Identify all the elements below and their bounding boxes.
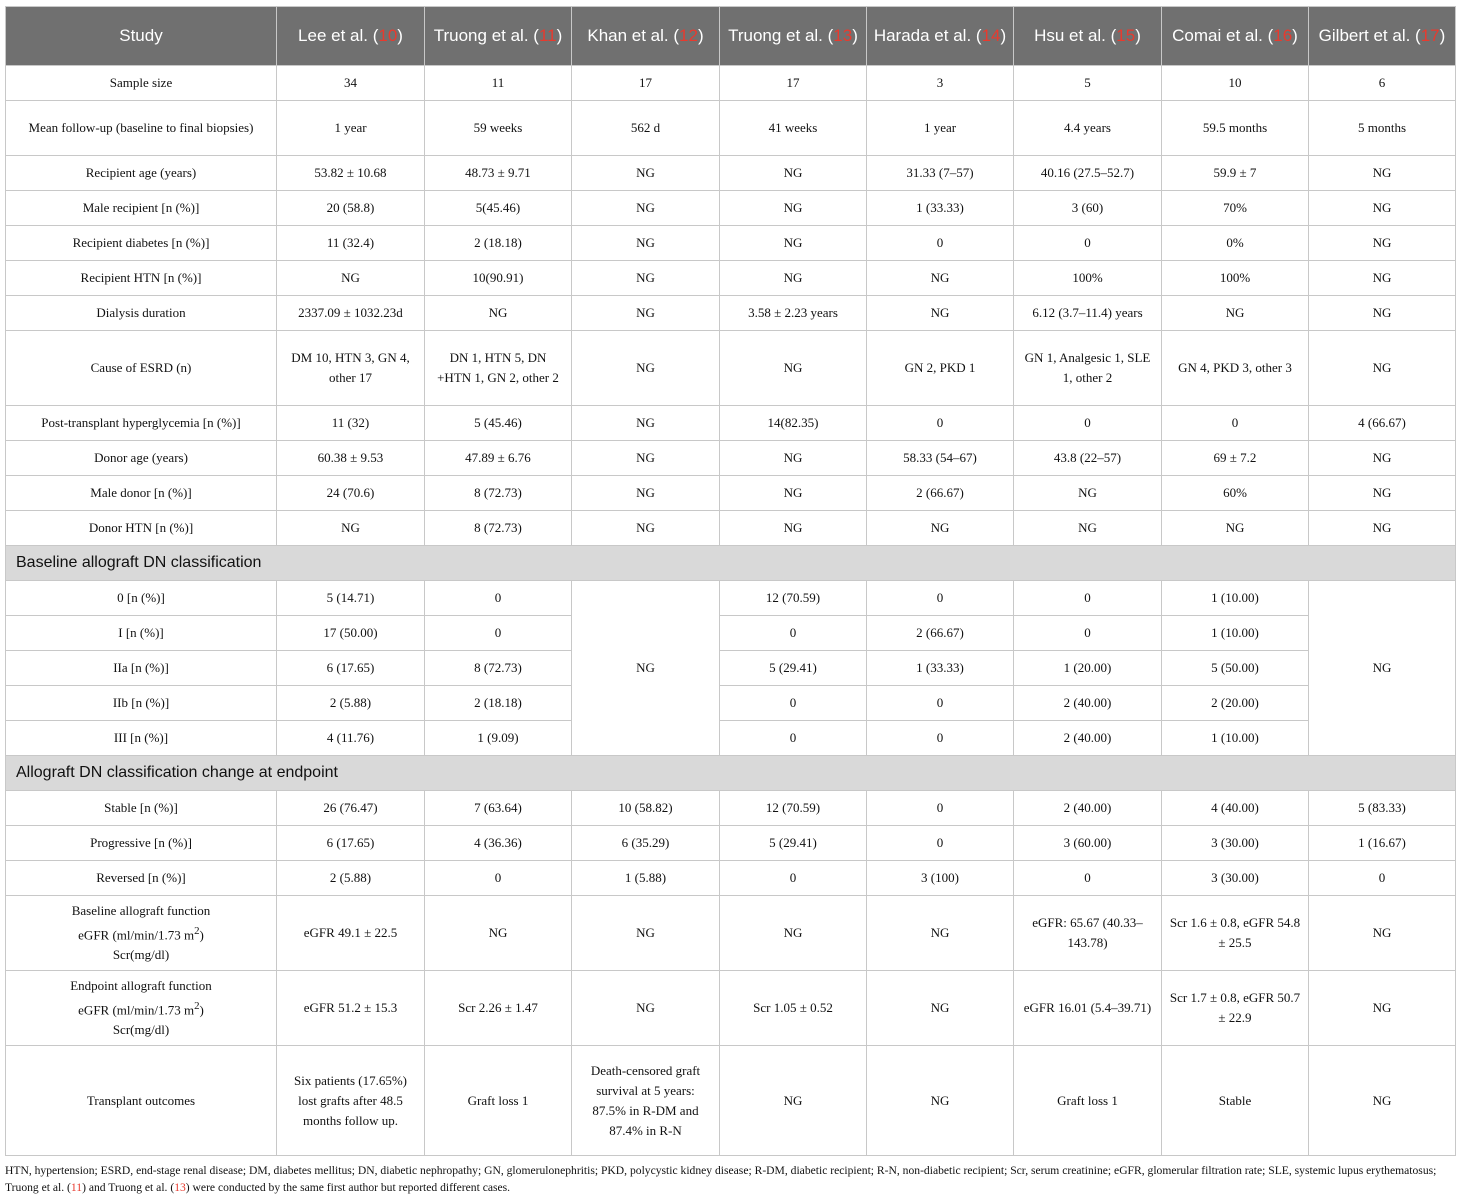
header-study-hsu: Hsu et al. (15) — [1014, 7, 1162, 66]
table-cell: 6 (35.29) — [572, 826, 720, 861]
table-cell: Graft loss 1 — [425, 1046, 572, 1156]
table-cell: NG — [572, 971, 720, 1046]
table-cell: NG — [1309, 511, 1456, 546]
table-cell: 5 (29.41) — [720, 651, 867, 686]
table-cell: NG — [867, 296, 1014, 331]
table-cell: 5 — [1014, 66, 1162, 101]
table-cell: NG — [277, 511, 425, 546]
table-row — [6, 971, 1456, 1046]
row-label: 0 [n (%)] — [6, 581, 277, 616]
table-row — [6, 616, 1456, 651]
table-row — [6, 581, 1456, 616]
table-cell: 1 (16.67) — [1309, 826, 1456, 861]
table-cell: 20 (58.8) — [277, 191, 425, 226]
table-cell: NG — [572, 296, 720, 331]
table-cell: 0 — [867, 791, 1014, 826]
table-cell: 58.33 (54–67) — [867, 441, 1014, 476]
row-label: Recipient HTN [n (%)] — [6, 261, 277, 296]
table-cell: 4.4 years — [1014, 101, 1162, 156]
table-cell: 3 (100) — [867, 861, 1014, 896]
table-cell: 100% — [1014, 261, 1162, 296]
row-label: Cause of ESRD (n) — [6, 331, 277, 406]
row-label: Donor age (years) — [6, 441, 277, 476]
table-cell: NG — [572, 261, 720, 296]
table-cell: 2 (66.67) — [867, 616, 1014, 651]
table-cell: 4 (66.67) — [1309, 406, 1456, 441]
table-cell: 0 — [867, 406, 1014, 441]
table-cell: 8 (72.73) — [425, 511, 572, 546]
table-cell: 6.12 (3.7–11.4) years — [1014, 296, 1162, 331]
table-cell: NG — [720, 1046, 867, 1156]
table-row — [6, 476, 1456, 511]
table-cell: 47.89 ± 6.76 — [425, 441, 572, 476]
table-cell: 0 — [1014, 226, 1162, 261]
row-label-endpoint-function: Endpoint allograft function eGFR (ml/min/1.73 $m^2$) Scr(mg/dl) — [6, 971, 277, 1046]
table-cell: 5 months — [1309, 101, 1456, 156]
row-label: Donor HTN [n (%)] — [6, 511, 277, 546]
table-cell: 0 — [425, 581, 572, 616]
table-cell: 5 (83.33) — [1309, 791, 1456, 826]
table-cell: 34 — [277, 66, 425, 101]
row-label: Transplant outcomes — [6, 1046, 277, 1156]
table-row — [6, 651, 1456, 686]
table-cell: 3 (30.00) — [1162, 861, 1309, 896]
table-cell: 2 (5.88) — [277, 686, 425, 721]
table-cell: 0 — [867, 226, 1014, 261]
table-cell: NG — [572, 331, 720, 406]
table-cell: 1 (10.00) — [1162, 616, 1309, 651]
table-cell: NG — [1309, 971, 1456, 1046]
table-cell: 2 (20.00) — [1162, 686, 1309, 721]
table-cell: 31.33 (7–57) — [867, 156, 1014, 191]
table-cell: 60.38 ± 9.53 — [277, 441, 425, 476]
table-row — [6, 791, 1456, 826]
row-label: Stable [n (%)] — [6, 791, 277, 826]
table-cell: 3.58 ± 2.23 years — [720, 296, 867, 331]
table-cell: NG — [277, 261, 425, 296]
table-cell: NG — [720, 896, 867, 971]
ref-link[interactable]: 13 — [833, 26, 853, 45]
table-cell: 2 (18.18) — [425, 226, 572, 261]
table-cell: Scr 1.7 ± 0.8, eGFR 50.7 ± 22.9 — [1162, 971, 1309, 1046]
table-cell-merged: NG — [572, 581, 720, 756]
table-cell: 0 — [425, 861, 572, 896]
table-cell: 8 (72.73) — [425, 476, 572, 511]
table-cell: 0 — [867, 581, 1014, 616]
table-cell: NG — [1309, 331, 1456, 406]
table-cell: Scr 1.6 ± 0.8, eGFR 54.8 ± 25.5 — [1162, 896, 1309, 971]
table-cell: NG — [572, 896, 720, 971]
table-cell: Stable — [1162, 1046, 1309, 1156]
table-cell: 43.8 (22–57) — [1014, 441, 1162, 476]
header-study-harada: Harada et al. (14) — [867, 7, 1014, 66]
table-row — [6, 441, 1456, 476]
table-cell: 26 (76.47) — [277, 791, 425, 826]
row-label: Male recipient [n (%)] — [6, 191, 277, 226]
table-row — [6, 406, 1456, 441]
table-cell: 10 — [1162, 66, 1309, 101]
header-study-khan: Khan et al. (12) — [572, 7, 720, 66]
table-cell: 0 — [867, 686, 1014, 721]
table-cell: 69 ± 7.2 — [1162, 441, 1309, 476]
table-cell: 2 (18.18) — [425, 686, 572, 721]
table-cell: 24 (70.6) — [277, 476, 425, 511]
header-study: Study — [6, 7, 277, 66]
table-cell: NG — [1309, 441, 1456, 476]
table-cell: NG — [720, 226, 867, 261]
table-cell: 17 (50.00) — [277, 616, 425, 651]
ref-link[interactable]: 16 — [1273, 26, 1293, 45]
table-cell-merged: NG — [1309, 581, 1456, 756]
table-cell: NG — [1309, 1046, 1456, 1156]
table-cell: NG — [720, 441, 867, 476]
table-cell: NG — [572, 156, 720, 191]
table-cell: 562 d — [572, 101, 720, 156]
section-header-row — [6, 546, 1456, 581]
table-row — [6, 686, 1456, 721]
table-cell: NG — [720, 191, 867, 226]
table-cell: eGFR 51.2 ± 15.3 — [277, 971, 425, 1046]
table-cell: 53.82 ± 10.68 — [277, 156, 425, 191]
table-cell: NG — [867, 896, 1014, 971]
table-cell: 3 — [867, 66, 1014, 101]
row-label: IIb [n (%)] — [6, 686, 277, 721]
table-cell: NG — [720, 156, 867, 191]
table-cell: NG — [867, 1046, 1014, 1156]
table-cell: 2 (40.00) — [1014, 686, 1162, 721]
header-row — [6, 7, 1456, 66]
table-cell: 70% — [1162, 191, 1309, 226]
table-cell: 12 (70.59) — [720, 581, 867, 616]
ref-link[interactable]: 17 — [1420, 26, 1440, 45]
table-cell: NG — [1309, 476, 1456, 511]
table-row — [6, 861, 1456, 896]
table-row — [6, 101, 1456, 156]
row-label: Recipient age (years) — [6, 156, 277, 191]
table-row — [6, 1046, 1456, 1156]
table-cell: 0 — [1014, 616, 1162, 651]
table-cell: NG — [572, 226, 720, 261]
table-cell: 2337.09 ± 1032.23d — [277, 296, 425, 331]
table-cell: NG — [1014, 476, 1162, 511]
table-cell: 6 (17.65) — [277, 651, 425, 686]
table-cell: DM 10, HTN 3, GN 4, other 17 — [277, 331, 425, 406]
table-cell: 2 (40.00) — [1014, 791, 1162, 826]
row-label: Reversed [n (%)] — [6, 861, 277, 896]
table-cell: Graft loss 1 — [1014, 1046, 1162, 1156]
table-cell: 0 — [425, 616, 572, 651]
table-row — [6, 826, 1456, 861]
study-comparison-table — [5, 6, 1456, 1156]
table-cell: NG — [1309, 191, 1456, 226]
table-cell: 40.16 (27.5–52.7) — [1014, 156, 1162, 191]
table-cell: NG — [867, 971, 1014, 1046]
table-cell: 60% — [1162, 476, 1309, 511]
table-row — [6, 66, 1456, 101]
table-cell: 3 (60.00) — [1014, 826, 1162, 861]
table-row — [6, 721, 1456, 756]
table-cell: NG — [1309, 261, 1456, 296]
table-cell: NG — [572, 191, 720, 226]
table-cell: 4 (40.00) — [1162, 791, 1309, 826]
table-cell: 17 — [720, 66, 867, 101]
table-cell: 6 (17.65) — [277, 826, 425, 861]
table-cell: 59 weeks — [425, 101, 572, 156]
row-label-baseline-function: Baseline allograft function eGFR (ml/min/1.73 $m^2$) Scr(mg/dl) — [6, 896, 277, 971]
table-cell: 0 — [1309, 861, 1456, 896]
section-header-row — [6, 756, 1456, 791]
table-cell: 1 year — [867, 101, 1014, 156]
table-cell: NG — [720, 331, 867, 406]
table-cell: NG — [572, 511, 720, 546]
table-cell: NG — [1309, 296, 1456, 331]
row-label: Male donor [n (%)] — [6, 476, 277, 511]
table-cell: NG — [572, 441, 720, 476]
table-cell: 1 (33.33) — [867, 651, 1014, 686]
table-cell: 5 (50.00) — [1162, 651, 1309, 686]
table-row — [6, 156, 1456, 191]
row-label: Post-transplant hyperglycemia [n (%)] — [6, 406, 277, 441]
section-title-baseline: Baseline allograft DN classification — [6, 546, 1456, 581]
table-cell: NG — [425, 896, 572, 971]
ref-link[interactable]: 10 — [378, 26, 398, 45]
table-cell: 7 (63.64) — [425, 791, 572, 826]
table-row — [6, 296, 1456, 331]
table-cell: NG — [867, 511, 1014, 546]
table-cell: 1 (33.33) — [867, 191, 1014, 226]
table-cell: NG — [1309, 226, 1456, 261]
table-cell: 5 (14.71) — [277, 581, 425, 616]
table-cell: NG — [720, 511, 867, 546]
table-cell: NG — [572, 406, 720, 441]
header-study-gilbert: Gilbert et al. (17) — [1309, 7, 1456, 66]
table-cell: 11 (32.4) — [277, 226, 425, 261]
row-label: Recipient diabetes [n (%)] — [6, 226, 277, 261]
table-cell: 11 (32) — [277, 406, 425, 441]
table-cell: Death-censored graft survival at 5 years: 87.5% in R-DM and 87.4% in R-N — [572, 1046, 720, 1156]
table-cell: 0 — [720, 861, 867, 896]
table-row — [6, 191, 1456, 226]
header-study-truong-13: Truong et al. (13) — [720, 7, 867, 66]
table-cell: 59.9 ± 7 — [1162, 156, 1309, 191]
header-study-truong-11: Truong et al. (11) — [425, 7, 572, 66]
table-cell: eGFR 16.01 (5.4–39.71) — [1014, 971, 1162, 1046]
table-cell: 0 — [720, 686, 867, 721]
table-cell: 1 (20.00) — [1014, 651, 1162, 686]
table-cell: 100% — [1162, 261, 1309, 296]
table-row — [6, 896, 1456, 971]
row-label: Sample size — [6, 66, 277, 101]
ref-link[interactable]: 12 — [679, 26, 698, 45]
table-cell: NG — [1014, 511, 1162, 546]
table-cell: NG — [720, 476, 867, 511]
table-cell: Six patients (17.65%) lost grafts after 48.5 months follow up. — [277, 1046, 425, 1156]
table-cell: 6 — [1309, 66, 1456, 101]
table-cell: 0 — [1014, 406, 1162, 441]
table-row — [6, 331, 1456, 406]
table-cell: 48.73 ± 9.71 — [425, 156, 572, 191]
header-study-lee: Lee et al. (10) — [277, 7, 425, 66]
table-cell: NG — [572, 476, 720, 511]
table-cell: 41 weeks — [720, 101, 867, 156]
table-cell: 10(90.91) — [425, 261, 572, 296]
row-label: Dialysis duration — [6, 296, 277, 331]
table-cell: 0 — [1162, 406, 1309, 441]
table-cell: 1 year — [277, 101, 425, 156]
table-cell: 1 (10.00) — [1162, 581, 1309, 616]
table-cell: DN 1, HTN 5, DN +HTN 1, GN 2, other 2 — [425, 331, 572, 406]
table-cell: 4 (36.36) — [425, 826, 572, 861]
table-container — [5, 6, 1455, 1156]
table-cell: 5 (29.41) — [720, 826, 867, 861]
section-title-endpoint: Allograft DN classification change at endpoint — [6, 756, 1456, 791]
table-cell: NG — [1309, 156, 1456, 191]
ref-link[interactable]: 14 — [981, 26, 1001, 45]
table-cell: GN 4, PKD 3, other 3 — [1162, 331, 1309, 406]
table-cell: 2 (5.88) — [277, 861, 425, 896]
row-label: Mean follow-up (baseline to final biopsies) — [6, 101, 277, 156]
table-cell: 17 — [572, 66, 720, 101]
table-cell: 11 — [425, 66, 572, 101]
table-cell: 0 — [720, 721, 867, 756]
table-cell: 0% — [1162, 226, 1309, 261]
table-cell: 0 — [867, 826, 1014, 861]
ref-link[interactable]: 11 — [538, 26, 557, 45]
table-cell: 5 (45.46) — [425, 406, 572, 441]
table-cell: 5(45.46) — [425, 191, 572, 226]
row-label: IIa [n (%)] — [6, 651, 277, 686]
table-cell: Scr 2.26 ± 1.47 — [425, 971, 572, 1046]
table-cell: 3 (30.00) — [1162, 826, 1309, 861]
row-label: I [n (%)] — [6, 616, 277, 651]
table-cell: NG — [425, 296, 572, 331]
table-cell: NG — [1162, 511, 1309, 546]
table-cell: 0 — [720, 616, 867, 651]
ref-link[interactable]: 11 — [70, 1181, 83, 1194]
table-row — [6, 261, 1456, 296]
table-cell: NG — [720, 261, 867, 296]
ref-link[interactable]: 15 — [1116, 26, 1136, 45]
ref-link[interactable]: 13 — [174, 1181, 186, 1194]
table-cell: eGFR: 65.67 (40.33–143.78) — [1014, 896, 1162, 971]
table-row — [6, 226, 1456, 261]
table-cell: NG — [1162, 296, 1309, 331]
table-cell: GN 1, Analgesic 1, SLE 1, other 2 — [1014, 331, 1162, 406]
row-label: Progressive [n (%)] — [6, 826, 277, 861]
table-cell: 59.5 months — [1162, 101, 1309, 156]
table-cell: 12 (70.59) — [720, 791, 867, 826]
table-cell: 4 (11.76) — [277, 721, 425, 756]
table-footnote: HTN, hypertension; ESRD, end-stage renal disease; DM, diabetes mellitus; DN, diabetic nephropathy; GN, glomerulonephritis; PKD, polycystic kidney disease; R-DM, diabetic recipient; R-N, non-diabetic recipient; Scr, serum creatinine; eGFR, glomerular filtration rate; SLE, systemic lupus erythematosus; Truong et al. (11) and Truong et al. (13) were conducted by the same first author but reported different cases. — [5, 1164, 1437, 1194]
table-cell: Scr 1.05 ± 0.52 — [720, 971, 867, 1046]
table-cell: 0 — [867, 721, 1014, 756]
table-cell: 1 (10.00) — [1162, 721, 1309, 756]
table-row — [6, 511, 1456, 546]
table-cell: 0 — [1014, 581, 1162, 616]
table-cell: 0 — [1014, 861, 1162, 896]
table-cell: 1 (5.88) — [572, 861, 720, 896]
row-label: III [n (%)] — [6, 721, 277, 756]
table-cell: 1 (9.09) — [425, 721, 572, 756]
table-cell: NG — [867, 261, 1014, 296]
table-cell: eGFR 49.1 ± 22.5 — [277, 896, 425, 971]
table-cell: GN 2, PKD 1 — [867, 331, 1014, 406]
table-cell: 10 (58.82) — [572, 791, 720, 826]
table-cell: 14(82.35) — [720, 406, 867, 441]
table-cell: 8 (72.73) — [425, 651, 572, 686]
table-cell: 3 (60) — [1014, 191, 1162, 226]
table-cell: NG — [1309, 896, 1456, 971]
table-cell: 2 (66.67) — [867, 476, 1014, 511]
header-study-comai: Comai et al. (16) — [1162, 7, 1309, 66]
table-cell: 2 (40.00) — [1014, 721, 1162, 756]
